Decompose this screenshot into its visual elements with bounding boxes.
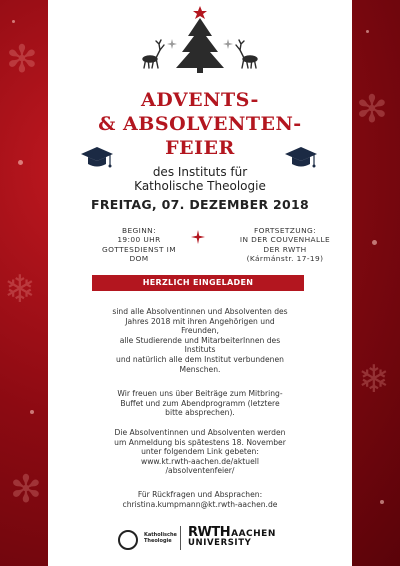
kt-logo-line-1: Katholische [144, 532, 177, 538]
invitation-banner: HERZLICH EINGELADEN [100, 275, 296, 291]
sparkle-icon [366, 30, 369, 33]
sparkle-icon [372, 240, 377, 245]
invitees-line: Freunden, [181, 326, 219, 336]
invitees-paragraph [86, 307, 314, 374]
star-icon [193, 6, 207, 19]
reindeer-icon [143, 40, 164, 68]
snowflake-icon: ❄ [4, 267, 36, 311]
institute-line-2: Katholische Theologie [134, 179, 266, 193]
sparkle-icon [30, 410, 34, 414]
christmas-tree-icon [176, 18, 224, 73]
sparkle-icon [191, 230, 205, 244]
invitees-line: alle Studierende und MitarbeiterInnen des [119, 335, 281, 345]
contact-label: Für Rückfragen und Absprachen: [137, 490, 263, 499]
logo-divider [180, 526, 181, 550]
institute-name [48, 165, 352, 193]
buffet-paragraph [86, 389, 314, 418]
invitation-card [48, 0, 352, 566]
rwth-logo-university: UNIVERSITY [188, 538, 252, 548]
snowflake-icon: ✻ [356, 87, 388, 131]
snowflake-icon: ✻ [6, 37, 38, 81]
title-line-3: FEIER [165, 137, 235, 159]
rwth-logo [188, 527, 276, 548]
sparkle-icon [380, 500, 384, 504]
registration-link[interactable]: www.kt.rwth-aachen.de/aktuell [141, 456, 259, 466]
rwth-logo-aachen: AACHEN [231, 529, 276, 539]
continuation-venue-2: DER RWTH [263, 244, 307, 254]
registration-line: um Anmeldung bis spätestens 18. November [114, 437, 286, 447]
invitees-line: Instituts [184, 345, 216, 355]
title-line-2: & ABSOLVENTEN- [98, 113, 302, 135]
buffet-line: bitte absprechen). [165, 408, 235, 418]
schedule-continuation [232, 226, 338, 264]
continuation-venue: IN DER COUVENHALLE [239, 235, 331, 245]
snowflake-icon: ❄ [358, 357, 390, 401]
registration-paragraph [86, 428, 314, 476]
rwth-logo-main: RWTH [188, 525, 231, 540]
start-label: BEGINN: [122, 226, 156, 235]
invitees-line: und natürlich alle dem Institut verbundenen [116, 354, 284, 364]
continuation-label: FORTSETZUNG: [253, 226, 317, 235]
kt-logo-line-2: Theologie [144, 538, 172, 544]
kt-logo-text [144, 532, 188, 544]
kt-logo-icon [118, 530, 138, 550]
registration-link-2[interactable]: /absolventenfeier/ [165, 466, 235, 476]
buffet-line: Buffet und zum Abendprogramm (letztere [120, 398, 280, 408]
contact-email[interactable]: christina.kumpmann@kt.rwth-aachen.de [122, 499, 278, 509]
invitees-line: sind alle Absolventinnen und Absolventen des [112, 307, 288, 316]
snowflake-icon: ✻ [10, 467, 42, 511]
institute-line-1: des Instituts für [152, 165, 248, 179]
start-time: 19:00 UHR [117, 235, 161, 245]
registration-line: Die Absolventinnen und Absolventen werden [114, 428, 286, 437]
reindeer-icon [236, 40, 257, 68]
start-location: GOTTESDIENST IM [102, 244, 176, 254]
start-location-2: DOM [129, 254, 149, 264]
sparkle-icon [18, 160, 23, 165]
invitees-line: Jahres 2018 mit ihren Angehörigen und [125, 316, 275, 326]
title-line-1: ADVENTS- [141, 89, 259, 111]
registration-line: unter folgendem Link gebeten: [141, 447, 259, 457]
schedule-start [100, 226, 178, 264]
buffet-line: Wir freuen uns über Beiträge zum Mitbring- [117, 389, 283, 398]
header-decoration [48, 4, 352, 74]
sparkle-icon [12, 20, 15, 23]
invitees-line: Menschen. [179, 364, 221, 374]
event-date: FREITAG, 07. DEZEMBER 2018 [90, 197, 310, 212]
contact-paragraph [86, 490, 314, 509]
continuation-address: (Kármánstr. 17-19) [246, 254, 324, 264]
